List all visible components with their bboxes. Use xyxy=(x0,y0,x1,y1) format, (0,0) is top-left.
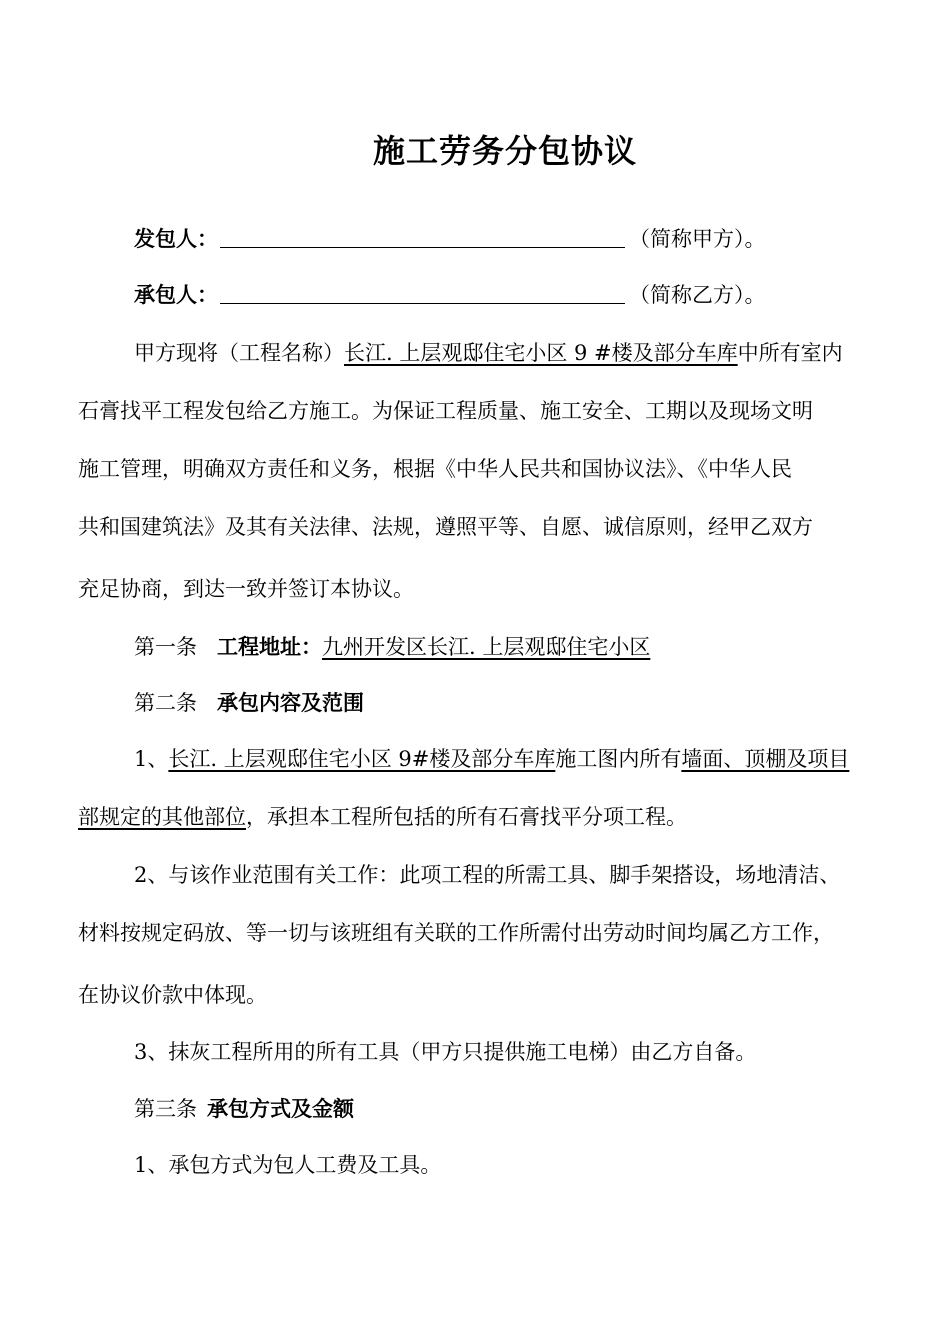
document-title: 施工劳务分包协议 xyxy=(372,132,637,170)
intro-line-3: 施工管理，明确双方责任和义务，根据《中华人民共和国协议法》、《中华人民 xyxy=(78,457,792,481)
intro-text: 中所有室内 xyxy=(737,341,843,365)
intro-line-5: 充足协商，到达一致并签订本协议。 xyxy=(78,577,414,601)
scope-parts: 部规定的其他部位 xyxy=(78,805,246,829)
scope-parts: 墙面、顶棚及项目 xyxy=(681,747,850,771)
party-b-note: （简称乙方）。 xyxy=(629,283,766,307)
article-2-item-2-line-2: 材料按规定码放、等一切与该班组有关联的工作所需付出劳动时间均属乙方工作， xyxy=(78,921,834,945)
article-3 xyxy=(134,1094,934,1124)
party-a-line xyxy=(134,224,934,254)
item-number: 1、 xyxy=(134,747,169,771)
project-scope: 长江. 上层观邸住宅小区 9#楼及部分车库 xyxy=(168,747,556,771)
article-heading: 承包内容及范围 xyxy=(217,691,364,715)
party-b-blank xyxy=(220,281,625,304)
article-2-item-1-line-2 xyxy=(78,802,878,832)
party-b-label: 承包人： xyxy=(134,283,218,307)
article-3-item-1: 1、承包方式为包人工费及工具。 xyxy=(134,1153,442,1177)
project-name: 长江. 上层观邸住宅小区 9 #楼及部分车库 xyxy=(344,341,738,365)
article-2-item-2-line-1: 2、与该作业范围有关工作：此项工程的所需工具、脚手架搭设，场地清洁、 xyxy=(134,863,841,887)
article-2-item-1-line-1 xyxy=(134,744,934,774)
project-address: 九州开发区长江. 上层观邸住宅小区 xyxy=(322,635,651,659)
article-number: 第三条 xyxy=(134,1097,197,1121)
article-heading: 承包方式及金额 xyxy=(207,1097,354,1121)
intro-line-1 xyxy=(134,338,934,368)
party-a-note: （简称甲方）。 xyxy=(629,227,766,251)
item-text: 施工图内所有 xyxy=(555,747,682,771)
intro-text: 甲方现将（工程名称） xyxy=(134,341,344,365)
article-2-item-2-line-3: 在协议价款中体现。 xyxy=(78,983,267,1007)
party-a-label: 发包人： xyxy=(134,227,218,251)
party-b-line xyxy=(134,280,934,310)
intro-line-4: 共和国建筑法》及其有关法律、法规，遵照平等、自愿、诚信原则，经甲乙双方 xyxy=(78,515,813,539)
item-text: ，承担本工程所包括的所有石膏找平分项工程。 xyxy=(246,805,687,829)
article-2-item-3: 3、抹灰工程所用的所有工具（甲方只提供施工电梯）由乙方自备。 xyxy=(134,1040,757,1064)
article-heading: 工程地址： xyxy=(217,635,322,659)
article-number: 第二条 xyxy=(134,691,197,715)
article-number: 第一条 xyxy=(134,635,197,659)
party-a-blank xyxy=(220,225,625,248)
article-1 xyxy=(134,632,934,662)
article-2 xyxy=(134,688,934,718)
intro-line-2: 石膏找平工程发包给乙方施工。为保证工程质量、施工安全、工期以及现场文明 xyxy=(78,399,813,423)
